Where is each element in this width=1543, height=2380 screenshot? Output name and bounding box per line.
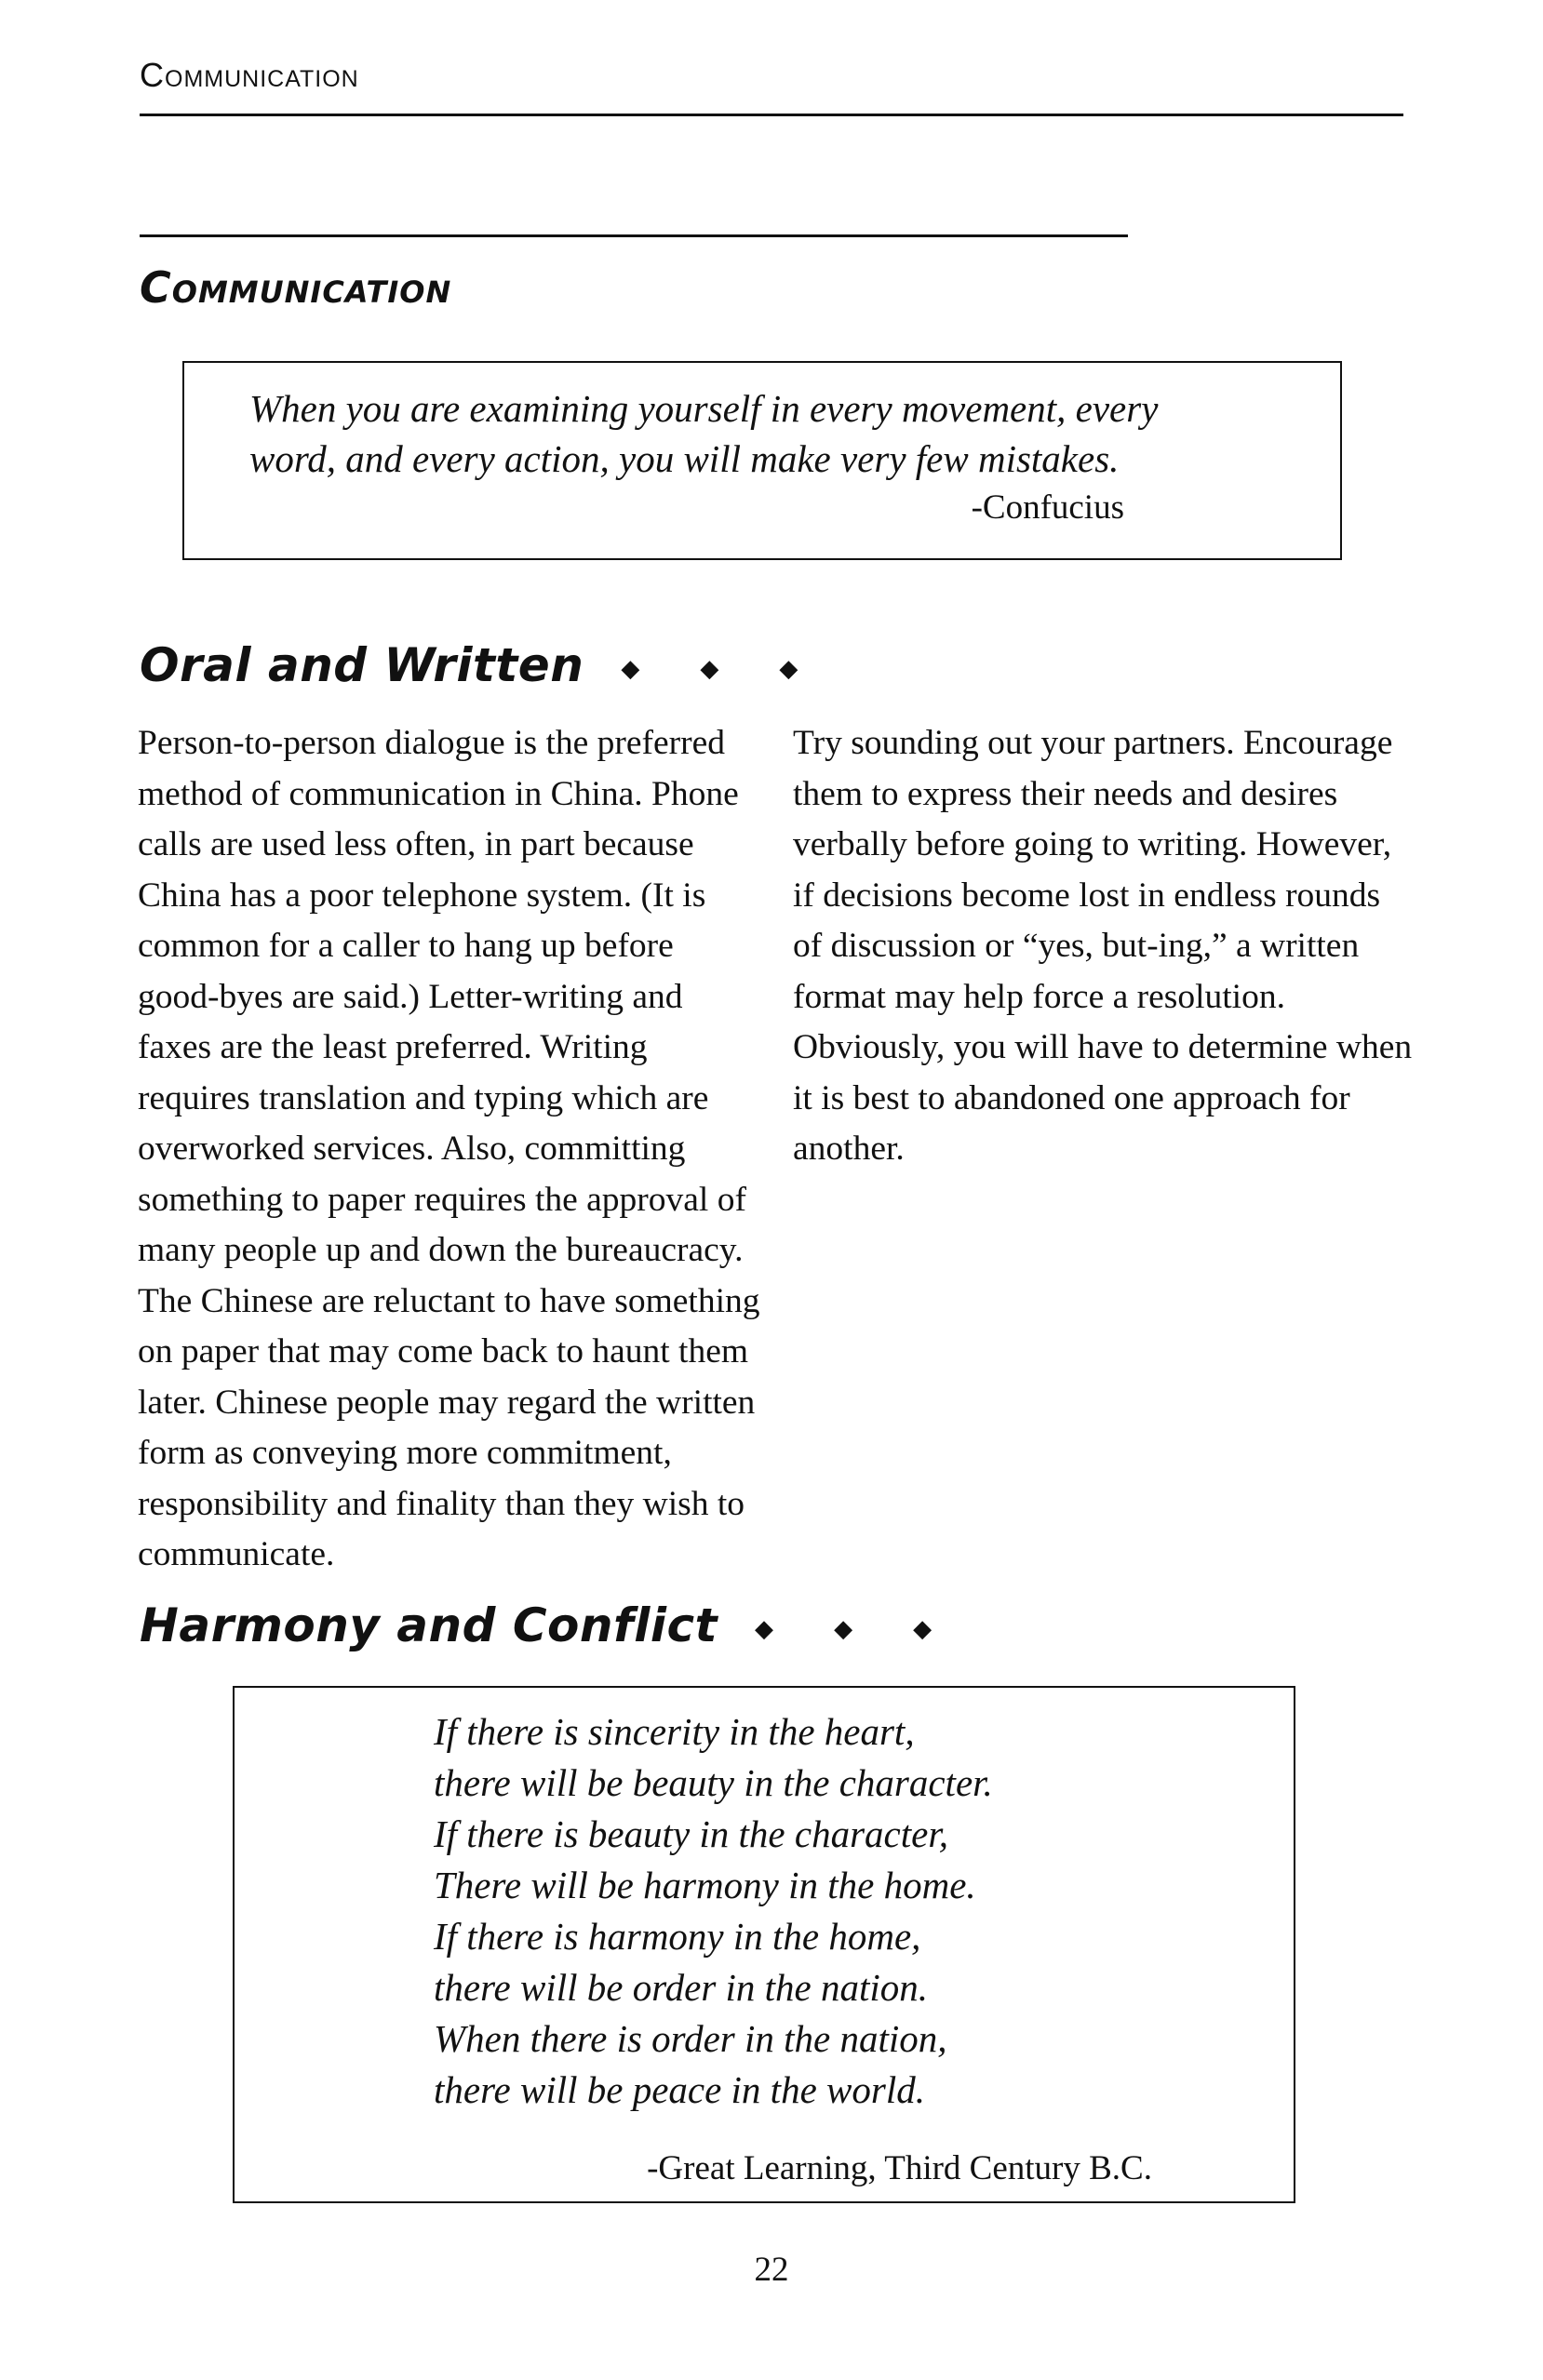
poem-line: there will be peace in the world. [434,2068,925,2111]
oral-written-heading-text: Oral and Written [140,638,584,692]
header-rule [140,114,1403,116]
epigraph-line-1: When you are examining yourself in every movement, every [249,387,1159,430]
poem-line: There will be harmony in the home. [434,1864,976,1906]
section-rule [140,234,1128,237]
page-number: 22 [754,2251,789,2289]
section-title: Communication [140,262,452,313]
epigraph-attribution: -Confucius [971,488,1124,527]
paragraph: Try sounding out your partners. Encourage them to express their needs and desires verbally before going to writing. However, if decisions become lost in endless rounds of discussion or “yes, but-ing,” a written format may help force a resolution. Obviously, you will have to determine when it is best to abandoned one approach for another. [793,724,1413,1168]
poem-line: When there is order in the nation, [434,2017,947,2060]
poem-line: If there is sincerity in the heart, [434,1710,915,1753]
poem-box [233,1686,1295,2203]
running-head: Communication [140,56,359,94]
poem-line: there will be beauty in the character. [434,1761,993,1804]
harmony-heading [140,1598,958,1652]
poem-attribution: -Great Learning, Third Century B.C. [647,2149,1152,2187]
poem-line: If there is harmony in the home, [434,1915,921,1958]
diamond-ornament-icon: ◆ ◆ ◆ [621,654,825,683]
text-column-right [793,718,1416,1225]
harmony-heading-text: Harmony and Conflict [140,1598,718,1652]
poem-line: there will be order in the nation. [434,1966,929,2009]
epigraph-box [182,361,1342,560]
oral-written-heading [140,638,824,692]
text-column-left [138,718,761,1631]
poem-line: If there is beauty in the character, [434,1812,948,1855]
epigraph-line-2: word, and every action, you will make very few mistakes. [249,437,1120,480]
diamond-ornament-icon: ◆ ◆ ◆ [755,1614,959,1643]
paragraph: Person-to-person dialogue is the preferred method of communication in China. Phone calls are used less often, in part because China has a poor telephone system. (It is common for a caller to hang up before good-byes are said.) Letter-writing and faxes are the least preferred. Writing requires translation and typing which are overworked services. Also, committing something to paper requires the approval of many people up and down the bureaucracy. The Chinese are reluctant to have something on paper that may come back to haunt them later. Chinese people may regard the written form as conveying more commitment, responsibility and finality than they wish to communicate. [138,724,760,1573]
